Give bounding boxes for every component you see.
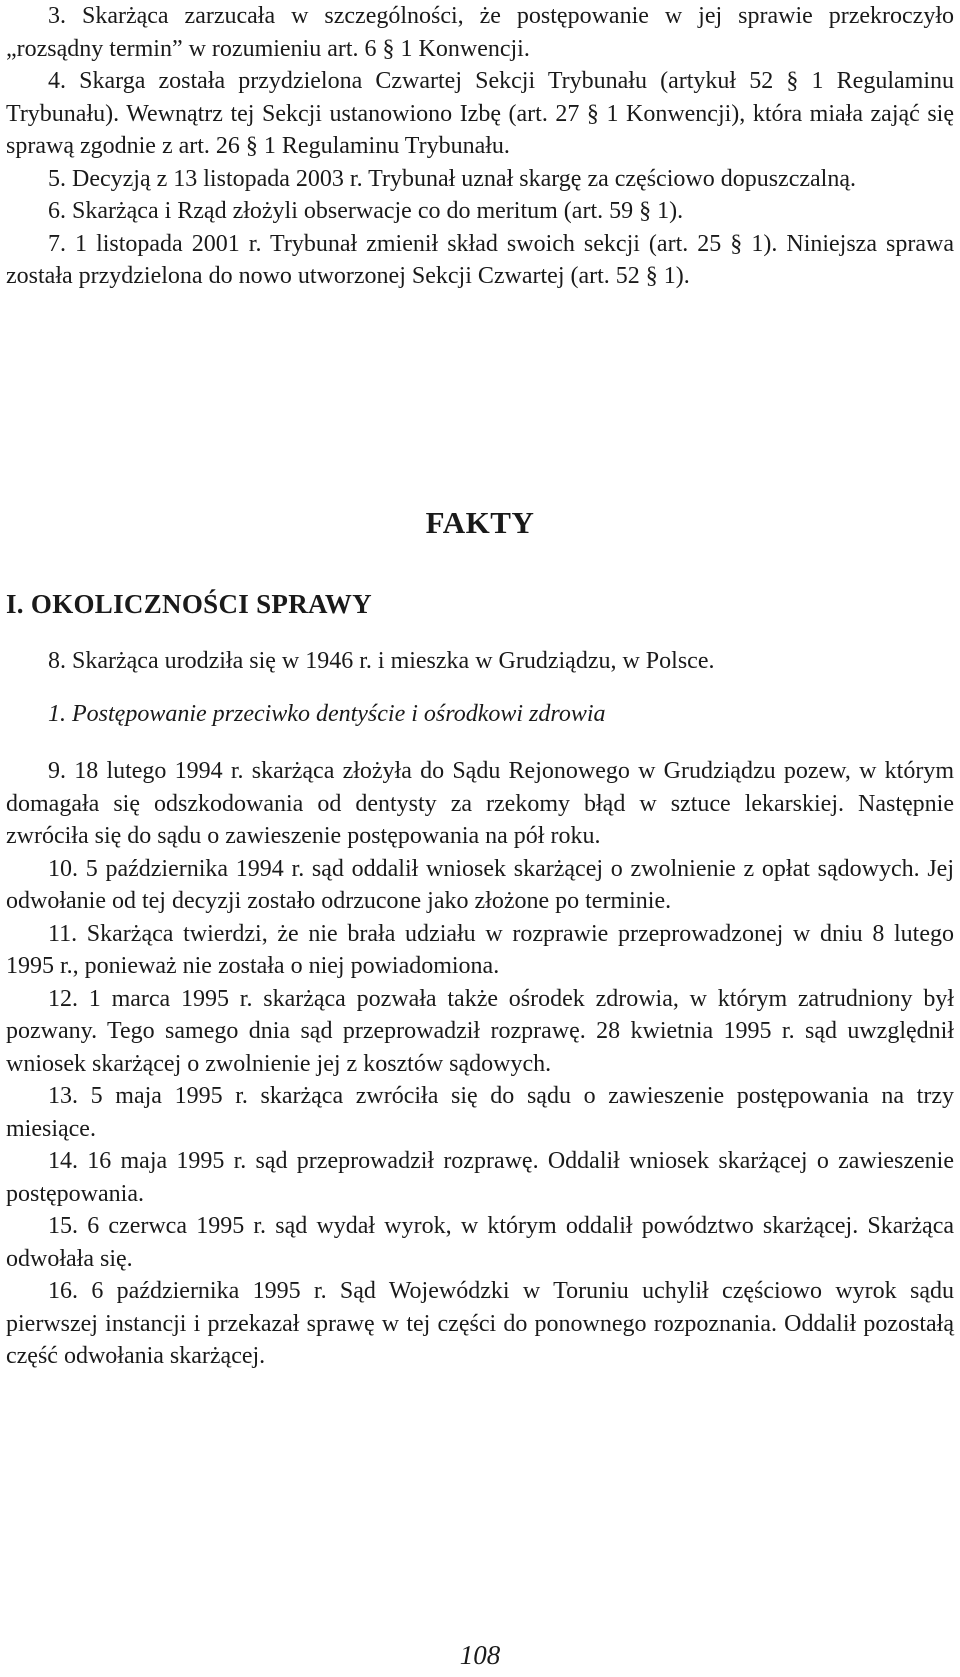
paragraph-11: 11. Skarżąca twierdzi, że nie brała udziału w rozprawie przeprowadzonej w dniu 8 lutego 1995 r., ponieważ nie została o niej powiadomiona. bbox=[6, 920, 954, 979]
subheading-postepowanie: 1. Postępowanie przeciwko dentyście i ośrodkowi zdrowia bbox=[48, 701, 606, 727]
paragraph-12: 12. 1 marca 1995 r. skarżąca pozwała także ośrodek zdrowia, w którym zatrudniony był pozwany. Tego samego dnia sąd przeprowadził rozprawę. 28 kwietnia 1995 r. sąd uwzględnił wniosek skarżącej o zwolnienie jej z kosztów sądowych. bbox=[6, 985, 954, 1077]
document-page bbox=[6, 0, 954, 1369]
facts-section bbox=[6, 755, 954, 1373]
paragraph-8: 8. Skarżąca urodziła się w 1946 r. i mieszka w Grudziądzu, w Polsce. bbox=[48, 648, 715, 674]
paragraph-8-block bbox=[6, 645, 954, 678]
page-number: 108 bbox=[459, 1640, 501, 1670]
paragraph-16: 16. 6 października 1995 r. Sąd Wojewódzki w Toruniu uchylił częściowo wyrok sądu pierwszej instancji i przekazał sprawę w tej części do ponownego rozpoznania. Oddalił pozostałą część odwołania skarżącej. bbox=[6, 1278, 954, 1369]
paragraph-13: 13. 5 maja 1995 r. skarżąca zwróciła się do sądu o zawieszenie postępowania na trzy miesiące. bbox=[6, 1083, 954, 1142]
paragraph-5: 5. Decyzją z 13 listopada 2003 r. Trybunał uznał skargę za częściowo dopuszczalną. bbox=[48, 165, 856, 192]
heading-fakty: FAKTY bbox=[425, 505, 535, 540]
paragraph-7: 7. 1 listopada 2001 r. Trybunał zmienił skład swoich sekcji (art. 25 § 1). Niniejsza sprawa została przydzielona do nowo utworzonej Sekcji Czwartej (art. 52 § 1). bbox=[6, 230, 954, 289]
heading-okolicznosci-sprawy: I. OKOLICZNOŚCI SPRAWY bbox=[6, 589, 372, 619]
paragraph-14: 14. 16 maja 1995 r. sąd przeprowadził rozprawę. Oddalił wniosek skarżącej o zawieszenie postępowania. bbox=[6, 1148, 954, 1207]
intro-section bbox=[6, 0, 954, 293]
paragraph-6: 6. Skarżąca i Rząd złożyli obserwacje co do meritum (art. 59 § 1). bbox=[48, 198, 684, 224]
paragraph-9: 9. 18 lutego 1994 r. skarżąca złożyła do Sądu Rejonowego w Grudziądzu pozew, w którym domagała się odszkodowania od dentysty za rzekomy błąd w sztuce lekarskiej. Następnie zwróciła się do sądu o zawieszenie postępowania na pół roku. bbox=[6, 758, 954, 849]
paragraph-4: 4. Skarga została przydzielona Czwartej Sekcji Trybunału (artykuł 52 § 1 Regulaminu Trybunału). Wewnątrz tej Sekcji ustanowiono Izbę (art. 27 § 1 Konwencji), która miała zająć się sprawą zgodnie z art. 26 § 1 Regulaminu Trybunału. bbox=[6, 68, 954, 159]
paragraph-10: 10. 5 października 1994 r. sąd oddalił wniosek skarżącej o zwolnienie z opłat sądowych. Jej odwołanie od tej decyzji zostało odrzucone jako złożone po terminie. bbox=[6, 855, 954, 914]
paragraph-3: 3. Skarżąca zarzucała w szczególności, że postępowanie w jej sprawie przekroczyło „rozsądny termin” w rozumieniu art. 6 § 1 Konwencji. bbox=[6, 3, 954, 62]
paragraph-15: 15. 6 czerwca 1995 r. sąd wydał wyrok, w którym oddalił powództwo skarżącej. Skarżąca odwołała się. bbox=[6, 1213, 954, 1272]
